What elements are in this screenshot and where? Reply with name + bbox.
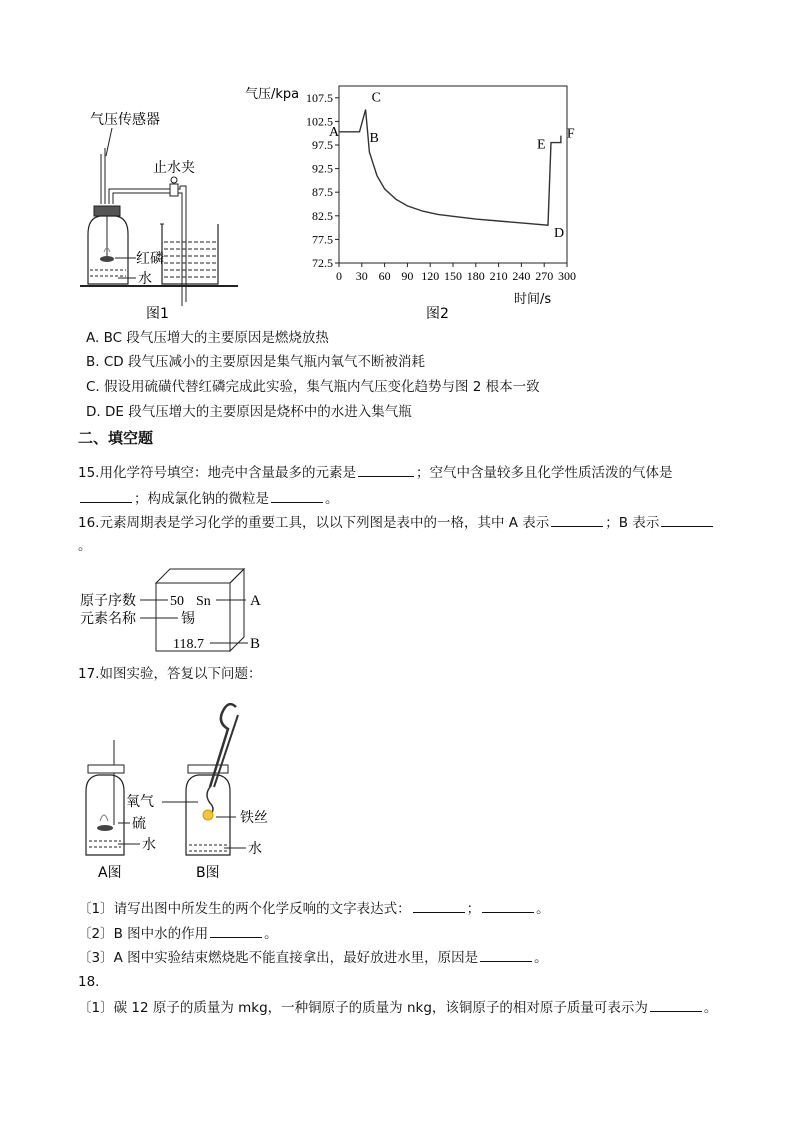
label-atomic-number: 原子序数 — [80, 593, 136, 609]
q15-blank-1[interactable] — [358, 462, 414, 477]
chart-xlabel: 时间/s — [514, 292, 552, 307]
x-tick-label: 30 — [355, 269, 368, 283]
y-tick-label: 72.5 — [312, 256, 333, 270]
q17-s3-end: 。 — [534, 950, 548, 966]
q16-blank-b[interactable] — [661, 512, 713, 527]
y-tick-label: 107.5 — [306, 90, 333, 105]
q17-sub-1 — [78, 898, 550, 919]
q15-text-2a: ；构成氯化钠的微粒是 — [134, 491, 269, 507]
q15-line-1 — [78, 462, 672, 483]
q16-blank-a[interactable] — [551, 512, 603, 527]
q17-title: 17.如图实验，答复以下问题： — [78, 666, 262, 682]
option-a: A. BC 段气压增大的主要原因是燃烧放热 — [86, 330, 329, 346]
label-element-name: 元素名称 — [80, 611, 136, 627]
y-tick-label: 82.5 — [312, 208, 333, 223]
iron-wire-label: 铁丝 — [240, 810, 268, 826]
section-title: 二、填空题 — [78, 429, 154, 447]
caption-a: A图 — [98, 865, 122, 881]
y-tick-label: 92.5 — [312, 161, 333, 176]
q17-blank-1[interactable] — [413, 898, 465, 913]
q15-blank-3[interactable] — [271, 488, 323, 503]
y-tick-label: 87.5 — [312, 185, 333, 200]
q18-blank-1[interactable] — [650, 997, 702, 1012]
figure-q17 — [78, 695, 288, 885]
q16-text-1b: ；B 表示 — [605, 515, 660, 531]
clamp-label: 止水夹 — [153, 160, 195, 176]
figure-2-caption: 图2 — [426, 306, 449, 322]
x-tick-label: 120 — [421, 269, 440, 283]
point-label-e: E — [537, 137, 546, 153]
option-c: C. 假设用硫磺代替红磷完成此实验，集气瓶内气压变化趋势与图 2 根本一致 — [86, 379, 540, 395]
q17-blank-3[interactable] — [210, 923, 262, 938]
x-tick-label: 60 — [378, 269, 391, 283]
q17-s2-end: 。 — [264, 926, 278, 942]
q16-line-2: 。 — [78, 538, 92, 554]
point-label-d: D — [554, 226, 565, 242]
sulfur-label: 硫 — [132, 816, 146, 832]
y-tick-label: 102.5 — [306, 114, 333, 129]
figure-1-apparatus — [78, 106, 248, 321]
q17-blank-2[interactable] — [482, 898, 534, 913]
x-tick-label: 180 — [466, 269, 485, 283]
y-tick-label: 77.5 — [312, 232, 333, 247]
q15-text-1b: ；空气中含量较多且化学性质活泼的气体是 — [415, 465, 673, 481]
x-tick-label: 150 — [444, 269, 462, 283]
q17-s2-text: 〔2〕B 图中水的作用 — [78, 926, 209, 942]
point-label-f: F — [566, 126, 575, 142]
point-label-a: A — [329, 124, 340, 140]
x-tick-label: 0 — [336, 269, 342, 283]
q16-text-1a: 16.元素周期表是学习化学的重要工具，以以下列图是表中的一格，其中 A 表示 — [78, 515, 550, 531]
q15-text-2b: 。 — [325, 491, 339, 507]
cell-symbol: Sn — [196, 594, 211, 609]
q18-s1-text: 〔1〕碳 12 原子的质量为 mkg，一种铜原子的质量为 nkg，该铜原子的相对原子质量可表示为 — [78, 1000, 648, 1016]
q17-s1-end: 。 — [536, 901, 550, 917]
x-tick-label: 210 — [489, 269, 508, 283]
q18-sub-1 — [78, 997, 717, 1018]
x-tick-label: 90 — [401, 269, 414, 283]
q17-s1-sep: ； — [466, 901, 481, 917]
caption-b: B图 — [196, 865, 220, 881]
q15-blank-2[interactable] — [80, 488, 132, 503]
x-tick-label: 300 — [558, 269, 576, 283]
x-tick-label: 270 — [535, 269, 554, 283]
oxygen-label: 氧气 — [126, 794, 154, 810]
periodic-table-cell — [78, 565, 278, 660]
q17-s1-text: 〔1〕请写出图中所发生的两个化学反响的文字表达式： — [78, 901, 411, 917]
y-tick-label: 97.5 — [312, 138, 333, 152]
phosphorus-label: 红磷 — [136, 251, 164, 267]
q16-line-1 — [78, 512, 715, 533]
q18-s1-end: 。 — [703, 1000, 718, 1016]
chart-ylabel: 气压/kpa — [245, 87, 300, 102]
cell-mass: 118.7 — [173, 637, 204, 652]
q17-s3-text: 〔3〕A 图中实验结束燃烧匙不能直接拿出，最好放进水里，原因是 — [78, 950, 479, 966]
water-label-b: 水 — [248, 841, 262, 857]
sensor-label: 气压传感器 — [90, 112, 160, 128]
figure-2-pressure-chart — [240, 80, 600, 325]
water-label-a: 水 — [142, 837, 156, 853]
label-b: B — [250, 636, 261, 652]
q18-number: 18. — [78, 974, 100, 990]
chart-frame — [339, 86, 567, 263]
pressure-curve — [339, 110, 561, 226]
option-d: D. DE 段气压增大的主要原因是烧杯中的水进入集气瓶 — [86, 404, 412, 420]
figure-1-caption: 图1 — [146, 306, 169, 321]
point-label-c: C — [371, 90, 381, 106]
q15-line-2 — [78, 488, 339, 509]
x-tick-label: 240 — [512, 269, 531, 283]
q15-text-1a: 15.用化学符号填空：地壳中含量最多的元素是 — [78, 465, 356, 481]
cell-name: 锡 — [181, 611, 195, 627]
q17-blank-4[interactable] — [480, 947, 532, 962]
cell-number: 50 — [170, 594, 184, 609]
q17-sub-2 — [78, 923, 278, 944]
water-label-fig1: 水 — [138, 271, 152, 287]
option-b: B. CD 段气压减小的主要原因是集气瓶内氧气不断被消耗 — [86, 354, 425, 370]
label-a: A — [250, 593, 261, 609]
point-label-b: B — [369, 130, 379, 146]
q17-sub-3 — [78, 947, 548, 968]
